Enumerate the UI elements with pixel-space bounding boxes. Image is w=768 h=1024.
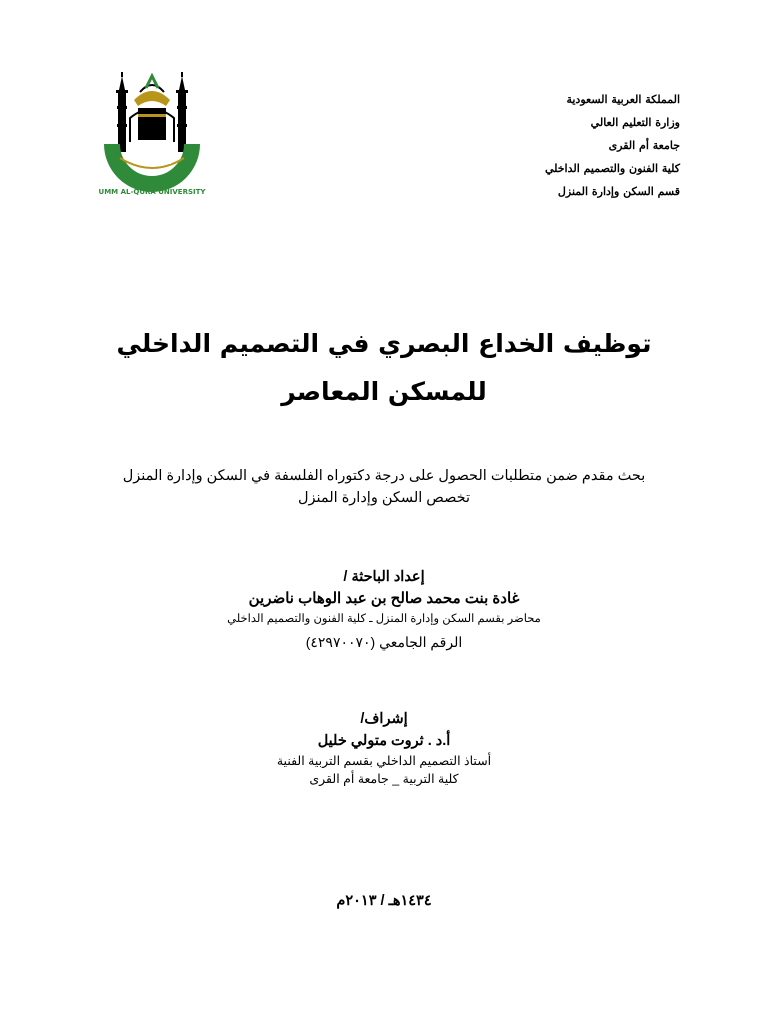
researcher-role: إعداد الباحثة / [343, 569, 425, 585]
university-logo [98, 72, 206, 200]
thesis-date: ١٤٣٤هـ / ٢٠١٣م [336, 893, 432, 909]
thesis-subtitle [0, 465, 768, 509]
researcher-name: غادة بنت محمد صالح بن عبد الوهاب ناضرين [248, 590, 520, 607]
supervisor-role: إشراف/ [360, 711, 408, 727]
title-line-1: توظيف الخداع البصري في التصميم الداخلي [116, 329, 652, 358]
subtitle-line-2: تخصص السكن وإدارة المنزل [297, 490, 471, 506]
title-line-2: للمسكن المعاصر [281, 377, 487, 406]
header-line-college: كلية الفنون والتصميم الداخلي [544, 162, 680, 175]
researcher-affiliation: محاضر بقسم السكن وإدارة المنزل ـ كلية الفنون والتصميم الداخلي [227, 613, 541, 625]
researcher-student-id: الرقم الجامعي (٤٢٩٧٠٠٧٠) [305, 634, 463, 650]
header-line-country: المملكة العربية السعودية [566, 93, 680, 106]
university-seal-icon [98, 72, 206, 200]
header-line-ministry: وزارة التعليم العالي [590, 116, 680, 129]
logo-caption: UMM AL-QURA UNIVERSITY [98, 188, 206, 196]
supervisor-name: أ.د . ثروت متولي خليل [317, 733, 451, 749]
subtitle-line-1: بحث مقدم ضمن متطلبات الحصول على درجة دكتوراه الفلسفة في السكن وإدارة المنزل [122, 468, 646, 484]
supervisor-college: كلية التربية _ جامعة أم القرى [309, 772, 459, 786]
supervisor-title: أستاذ التصميم الداخلي بقسم التربية الفنية [276, 754, 492, 768]
thesis-title [0, 320, 768, 416]
supervisor-block [0, 708, 768, 788]
institution-header [420, 88, 680, 203]
researcher-block [0, 566, 768, 654]
header-line-university: جامعة أم القرى [608, 139, 680, 152]
header-line-department: قسم السكن وإدارة المنزل [557, 185, 680, 198]
date-block [0, 890, 768, 912]
